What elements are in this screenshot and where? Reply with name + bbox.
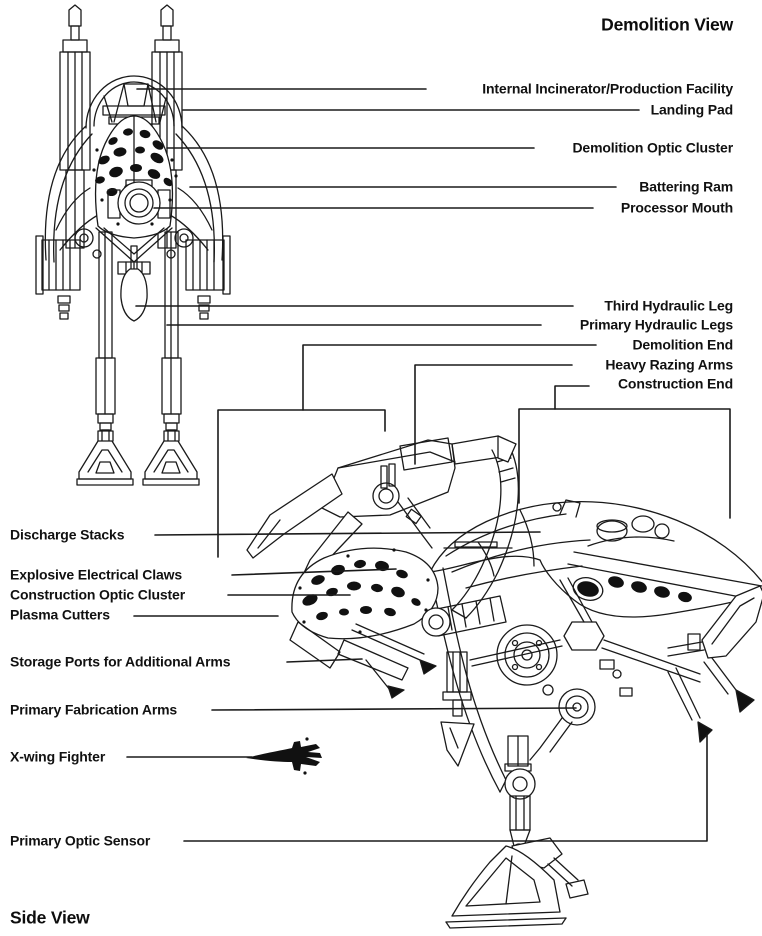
callout-discharge-stacks: Discharge Stacks <box>10 526 125 543</box>
callout-explosive-electrical-claws: Explosive Electrical Claws <box>10 566 182 583</box>
callout-primary-hydraulic-legs: Primary Hydraulic Legs <box>579 316 733 333</box>
bracket-construction-end <box>519 409 730 518</box>
callout-third-hydraulic-leg: Third Hydraulic Leg <box>604 297 733 314</box>
front-view-drawing <box>36 5 230 485</box>
callout-construction-optic-cluster: Construction Optic Cluster <box>10 586 185 603</box>
demolition-view-title: Demolition View <box>601 14 733 35</box>
leader-storage-ports <box>287 659 362 662</box>
side-view-title: Side View <box>10 907 90 928</box>
leader-primary-fabrication-arms <box>212 708 576 710</box>
callout-storage-ports: Storage Ports for Additional Arms <box>10 653 231 670</box>
callout-demolition-end: Demolition End <box>632 336 733 353</box>
callout-landing-pad: Landing Pad <box>650 101 733 118</box>
x-wing-silhouette <box>246 737 322 774</box>
callout-processor-mouth: Processor Mouth <box>620 199 733 216</box>
callout-x-wing-fighter: X-wing Fighter <box>10 748 106 765</box>
callout-primary-optic-sensor: Primary Optic Sensor <box>10 832 151 849</box>
callout-demolition-optic-cluster: Demolition Optic Cluster <box>572 139 733 156</box>
callout-plasma-cutters: Plasma Cutters <box>10 606 110 623</box>
callout-construction-end: Construction End <box>617 375 733 392</box>
leader-primary-optic-sensor <box>184 734 707 841</box>
callout-primary-fabrication-arms: Primary Fabrication Arms <box>10 701 178 718</box>
leader-construction-end <box>555 386 589 409</box>
side-view-drawing <box>247 436 762 928</box>
callout-internal-incinerator: Internal Incinerator/Production Facility <box>482 80 733 97</box>
callout-battering-ram: Battering Ram <box>639 178 733 195</box>
leader-demolition-end <box>303 345 596 410</box>
callout-heavy-razing-arms: Heavy Razing Arms <box>605 356 733 373</box>
